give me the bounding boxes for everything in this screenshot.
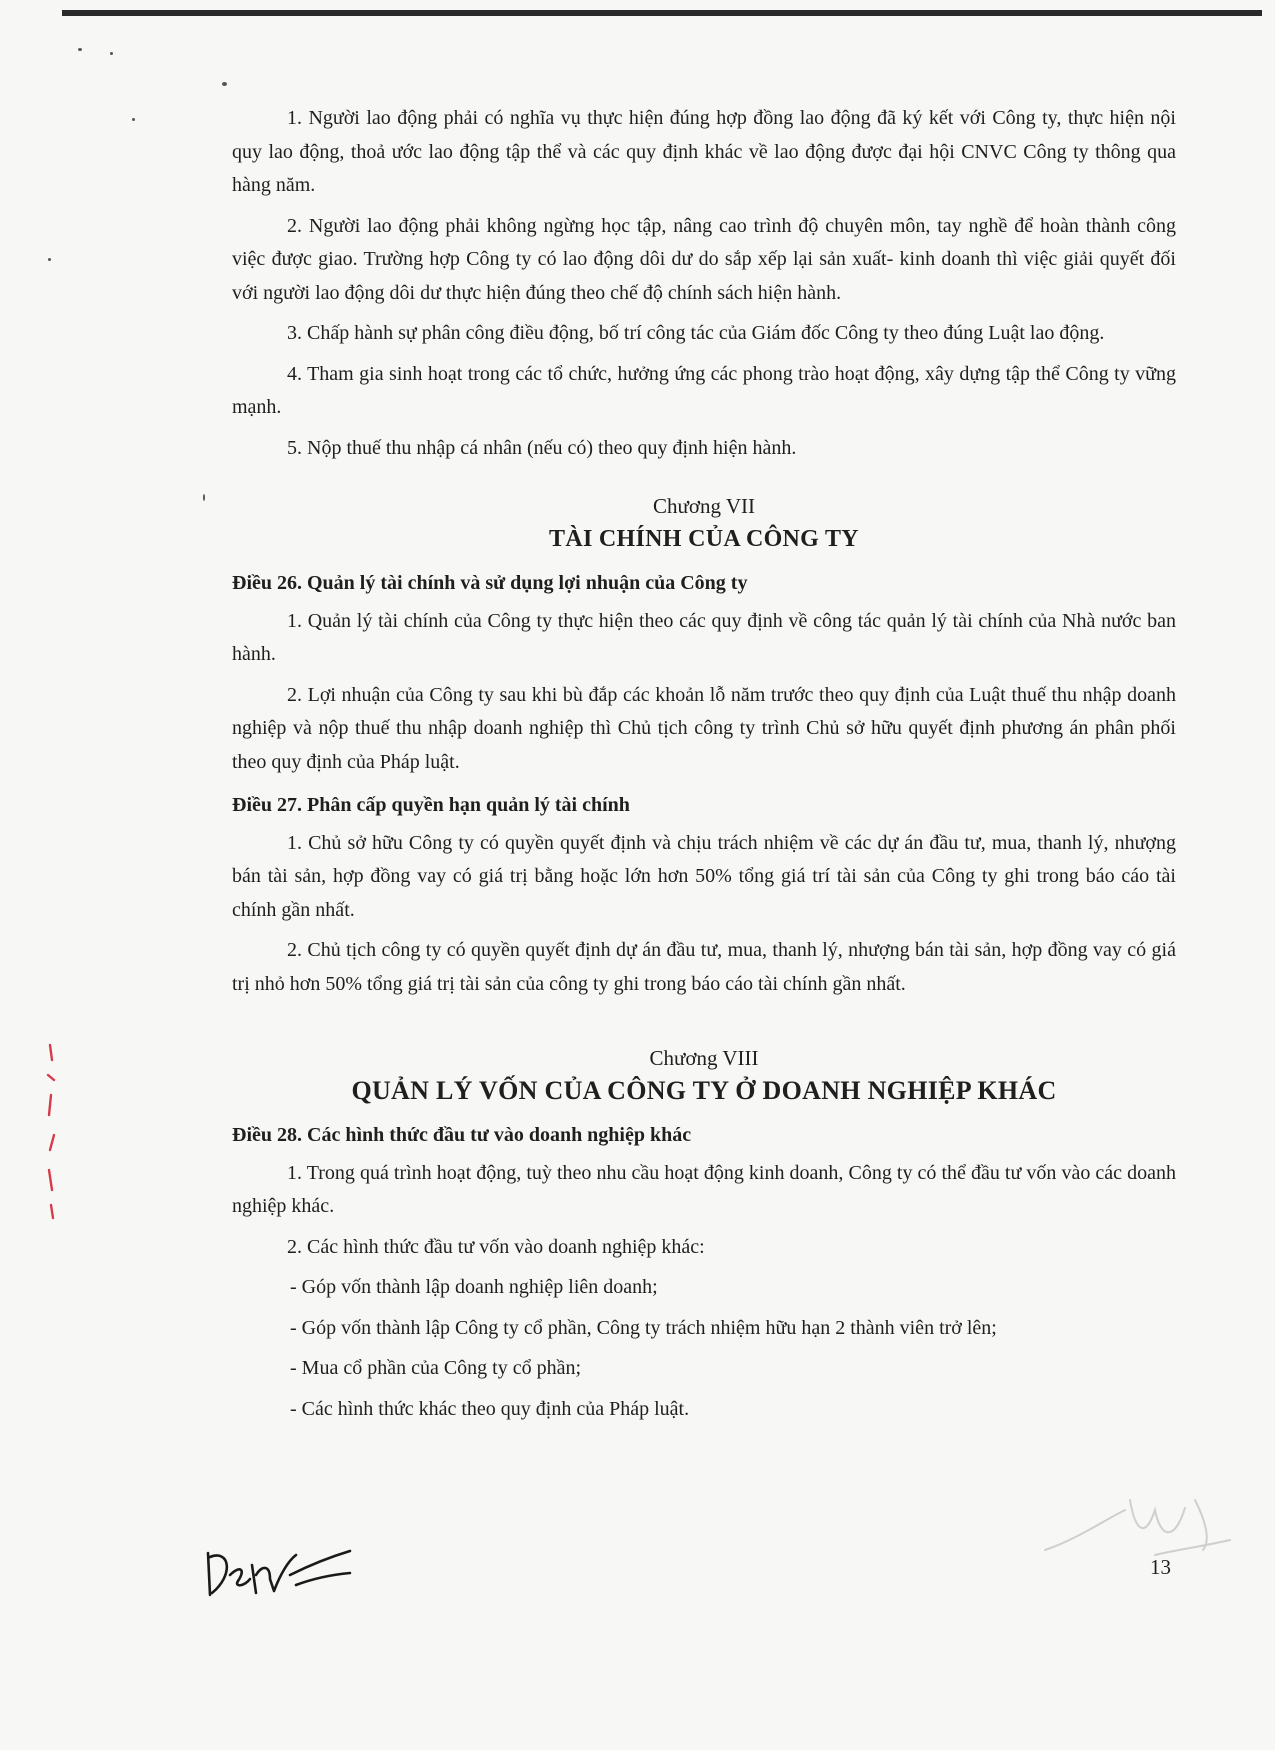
paragraph: 3. Chấp hành sự phân công điều động, bố trí công tác của Giám đốc Công ty theo đúng Luật lao động. [287,322,1105,344]
article-heading: Điều 28. Các hình thức đầu tư vào doanh nghiệp khác [232,1124,692,1146]
paragraph: 2. Lợi nhuận của Công ty sau khi bù đắp các khoản lỗ năm trước theo quy định của Luật thuế thu nhập doanh nghiệp và nộp thuế thu nhập doanh nghiệp thì Chủ tịch công ty trình Chủ sở hữu quyết định phương án phân phối theo quy định của Pháp luật. [232,683,1176,773]
scan-speck [110,52,113,55]
article-heading: Điều 27. Phân cấp quyền hạn quản lý tài chính [232,794,630,816]
handwritten-signature [200,1535,360,1605]
paragraph: 5. Nộp thuế thu nhập cá nhân (nếu có) theo quy định hiện hành. [287,436,797,459]
scan-speck [48,258,51,261]
paragraph: 1. Chủ sở hữu Công ty có quyền quyết định và chịu trách nhiệm về các dự án đầu tư, mua, thanh lý, nhượng bán tài sản, hợp đồng vay có giá trị bằng hoặc lớn hơn 50% tổng giá trí tài sản của Công ty ghi trong báo cáo tài chính gần nhất. [232,831,1176,921]
chapter-title: TÀI CHÍNH CỦA CÔNG TY [549,526,859,552]
chapter-number: Chương VIII [649,1046,759,1070]
chapter-title: QUẢN LÝ VỐN CỦA CÔNG TY Ở DOANH NGHIỆP KHÁC [351,1076,1057,1105]
article-heading: Điều 26. Quản lý tài chính và sử dụng lợi nhuận của Công ty [232,572,748,594]
paragraph: 1. Trong quá trình hoạt động, tuỳ theo nhu cầu hoạt động kinh doanh, Công ty có thể đầu tư vốn vào các doanh nghiệp khác. [232,1161,1176,1217]
margin-stamp-edge [42,1040,62,1220]
paragraph: 1. Quản lý tài chính của Công ty thực hiện theo các quy định về công tác quản lý tài chính của Nhà nước ban hành. [232,609,1176,665]
chapter-number: Chương VII [652,494,756,518]
paragraph: 2. Các hình thức đầu tư vốn vào doanh nghiệp khác: [287,1235,705,1258]
list-item: - Góp vốn thành lập Công ty cổ phần, Công ty trách nhiệm hữu hạn 2 thành viên trở lên; [290,1316,997,1339]
list-item: - Mua cổ phần của Công ty cổ phần; [290,1357,582,1379]
paragraph: 2. Chủ tịch công ty có quyền quyết định dự án đầu tư, mua, thanh lý, nhượng bán tài sản, hợp đồng vay có giá trị nhỏ hơn 50% tổng giá trị tài sản của công ty ghi trong báo cáo tài chính gần nhất. [232,939,1176,995]
paragraph: 1. Người lao động phải có nghĩa vụ thực hiện đúng hợp đồng lao động đã ký kết với Công ty, thực hiện nội quy lao động, thoả ước lao động tập thể và các quy định khác về lao động được đại hội CNVC Công ty thông qua hàng năm. [232,107,1176,196]
scan-speck [222,82,227,86]
scan-speck [203,494,205,501]
list-item: - Góp vốn thành lập doanh nghiệp liên doanh; [290,1276,658,1298]
scan-speck [78,48,82,51]
list-item: - Các hình thức khác theo quy định của Pháp luật. [290,1397,690,1420]
document-body [232,102,1176,1426]
paragraph: 4. Tham gia sinh hoạt trong các tổ chức, hưởng ứng các phong trào hoạt động, xây dựng tập thể Công ty vững mạnh. [232,362,1176,418]
page-number: 13 [1150,1555,1171,1579]
scan-top-border [62,10,1262,16]
scan-speck [132,118,135,121]
paragraph: 2. Người lao động phải không ngừng học tập, nâng cao trình độ chuyên môn, tay nghề để hoàn thành công việc được giao. Trường hợp Công ty có lao động dôi dư do sắp xếp lại sản xuất- kinh doanh thì việc giải quyết đối với người lao động dôi dư thực hiện đúng theo chế độ chính sách hiện hành. [232,214,1176,304]
faint-bleed-signature [1035,1480,1235,1570]
